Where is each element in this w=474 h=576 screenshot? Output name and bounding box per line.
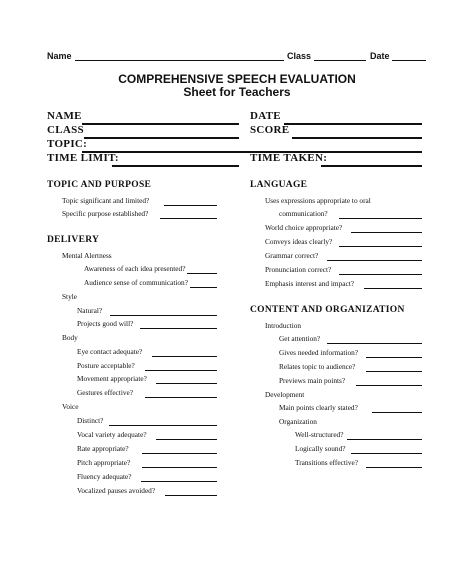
answer-line[interactable] <box>156 439 217 440</box>
answer-line[interactable] <box>347 439 422 440</box>
name-label: Name <box>47 51 72 61</box>
item-needed-information: Gives needed information? <box>279 348 359 357</box>
item-pronunciation: Pronunciation correct? <box>265 265 332 274</box>
time-taken-label: TIME TAKEN: <box>250 152 328 164</box>
answer-line[interactable] <box>109 425 217 426</box>
name-field-line[interactable] <box>82 123 239 125</box>
answer-line[interactable] <box>339 246 422 247</box>
item-gestures: Gestures effective? <box>77 388 133 397</box>
language-heading: LANGUAGE <box>250 180 308 190</box>
style-label: Style <box>62 292 77 301</box>
answer-line[interactable] <box>152 356 217 357</box>
answer-line[interactable] <box>372 412 422 413</box>
answer-line[interactable] <box>364 288 422 289</box>
item-relates-topic: Relates topic to audience? <box>279 362 356 371</box>
answer-line[interactable] <box>145 397 217 398</box>
development-label: Development <box>265 390 305 399</box>
item-natural: Natural? <box>77 306 103 315</box>
name-blank[interactable] <box>75 60 284 61</box>
date-field-line[interactable] <box>284 123 422 125</box>
topic-field-label: TOPIC: <box>47 138 88 150</box>
delivery-heading: DELIVERY <box>47 235 100 245</box>
content-organization-heading: CONTENT AND ORGANIZATION <box>250 305 405 315</box>
answer-line[interactable] <box>339 218 422 219</box>
item-emphasis: Emphasis interest and impact? <box>265 279 354 288</box>
class-blank[interactable] <box>314 60 366 61</box>
answer-line[interactable] <box>156 383 217 384</box>
answer-line[interactable] <box>160 218 217 219</box>
organization-label: Organization <box>279 417 317 426</box>
answer-line[interactable] <box>356 385 422 386</box>
answer-line[interactable] <box>366 357 422 358</box>
time-limit-label: TIME LIMIT: <box>47 152 119 164</box>
answer-line[interactable] <box>145 370 217 371</box>
item-vocalized-pauses: Vocalized pauses avoided? <box>77 486 156 495</box>
answer-line[interactable] <box>339 274 422 275</box>
page-title: COMPREHENSIVE SPEECH EVALUATION <box>118 72 356 86</box>
answer-line[interactable] <box>140 328 217 329</box>
item-topic-significant: Topic significant and limited? <box>62 196 150 205</box>
item-logically-sound: Logically sound? <box>295 444 346 453</box>
item-uses-expressions: Uses expressions appropriate to oral <box>265 196 371 205</box>
class-field-line[interactable] <box>84 137 239 139</box>
introduction-label: Introduction <box>265 321 302 330</box>
time-limit-line[interactable] <box>112 165 239 167</box>
item-specific-purpose: Specific purpose established? <box>62 209 149 218</box>
answer-line[interactable] <box>351 453 422 454</box>
item-transitions: Transitions effective? <box>295 458 359 467</box>
answer-line[interactable] <box>366 371 422 372</box>
answer-line[interactable] <box>327 343 422 344</box>
time-taken-line[interactable] <box>321 165 422 167</box>
answer-line[interactable] <box>187 273 217 274</box>
answer-line[interactable] <box>142 467 217 468</box>
item-posture: Posture acceptable? <box>77 361 135 370</box>
page-subtitle: Sheet for Teachers <box>183 85 291 99</box>
date-label: Date <box>370 51 390 61</box>
item-conveys-ideas: Conveys ideas clearly? <box>265 237 333 246</box>
class-label: Class <box>287 51 312 61</box>
item-vocal-variety: Vocal variety adequate? <box>77 430 147 439</box>
answer-line[interactable] <box>164 205 217 206</box>
score-field-label: SCORE <box>250 124 290 136</box>
body-label: Body <box>62 333 78 342</box>
answer-line[interactable] <box>142 453 217 454</box>
item-projects-good-will: Projects good will? <box>77 319 134 328</box>
date-field-label: DATE <box>250 110 281 122</box>
item-rate: Rate appropriate? <box>77 444 129 453</box>
item-audience-sense: Audience sense of communication? <box>84 278 188 287</box>
answer-line[interactable] <box>327 260 422 261</box>
name-field-label: NAME <box>47 110 82 122</box>
topic-purpose-heading: TOPIC AND PURPOSE <box>47 180 152 190</box>
item-distinct: Distinct? <box>77 416 104 425</box>
item-main-points-stated: Main points clearly stated? <box>279 403 358 412</box>
item-previews-main-points: Previews main points? <box>279 376 346 385</box>
answer-line[interactable] <box>190 287 217 288</box>
voice-label: Voice <box>62 402 79 411</box>
item-oral-communication: communication? <box>279 209 328 218</box>
item-pitch: Pitch appropriate? <box>77 458 131 467</box>
item-movement: Movement appropriate? <box>77 374 147 383</box>
item-awareness: Awareness of each idea presented? <box>84 264 186 273</box>
answer-line[interactable] <box>351 232 422 233</box>
class-field-label: CLASS <box>47 124 84 136</box>
item-grammar: Grammar correct? <box>265 251 319 260</box>
item-fluency: Fluency adequate? <box>77 472 132 481</box>
item-get-attention: Get attention? <box>279 334 321 343</box>
answer-line[interactable] <box>165 495 217 496</box>
answer-line[interactable] <box>366 467 422 468</box>
item-world-choice: World choice appropriate? <box>265 223 343 232</box>
item-eye-contact: Eye contact adequate? <box>77 347 143 356</box>
score-field-line[interactable] <box>292 137 422 139</box>
item-well-structured: Well-structured? <box>295 430 344 439</box>
mental-alertness-label: Mental Alertness <box>62 251 112 260</box>
answer-line[interactable] <box>110 315 217 316</box>
date-blank[interactable] <box>392 60 426 61</box>
answer-line[interactable] <box>141 481 217 482</box>
